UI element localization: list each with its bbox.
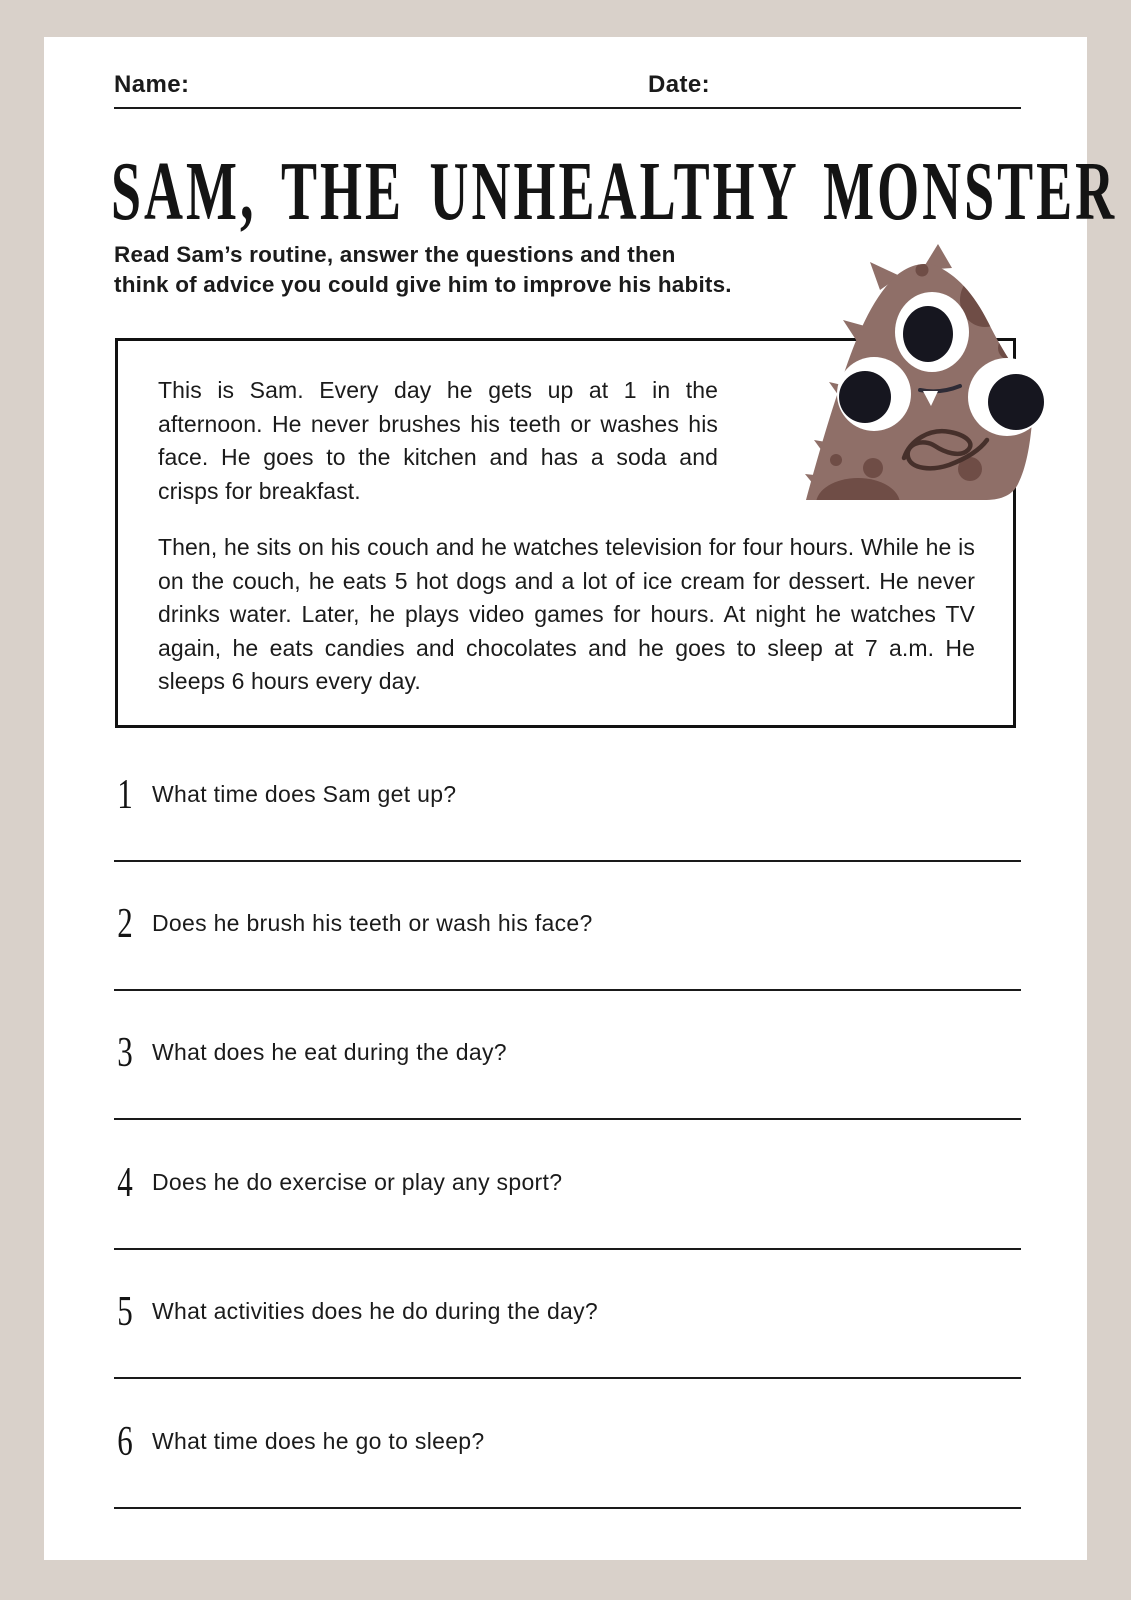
answer-write-line[interactable]: [114, 1507, 1021, 1509]
question-number: 2: [117, 898, 133, 947]
question-item-5: [114, 1286, 1021, 1383]
question-item-2: [114, 898, 1021, 995]
passage-paragraph-2: Then, he sits on his couch and he watches television for four hours. While he is on the couch, he eats 5 hot dogs and a lot of ice cream for dessert. He never drinks water. Later, he plays video games for hours. At night he watches TV again, he eats candies and chocolates and he goes to sleep at 7 a.m. He sleeps 6 hours every day.: [158, 534, 975, 694]
question-number: 6: [117, 1416, 133, 1465]
question-number: 5: [117, 1286, 133, 1335]
question-text: Does he brush his teeth or wash his face?: [152, 909, 593, 936]
instructions-line-2: think of advice you could give him to improve his habits.: [114, 272, 732, 297]
question-number: 4: [117, 1157, 133, 1206]
monster-illustration: [798, 242, 1043, 504]
answer-write-line[interactable]: [114, 1248, 1021, 1250]
answer-write-line[interactable]: [114, 1377, 1021, 1379]
monster-icon: [798, 242, 1043, 504]
question-item-3: [114, 1027, 1021, 1124]
instructions: [114, 240, 794, 300]
instructions-line-1: Read Sam’s routine, answer the questions and then: [114, 242, 676, 267]
date-label: Date:: [648, 71, 711, 98]
question-text: What does he eat during the day?: [152, 1038, 507, 1065]
answer-write-line[interactable]: [114, 1118, 1021, 1120]
question-item-6: [114, 1416, 1021, 1513]
question-text: What time does Sam get up?: [152, 780, 457, 807]
question-item-4: [114, 1157, 1021, 1254]
question-text: What time does he go to sleep?: [152, 1427, 485, 1454]
passage-paragraph-1: This is Sam. Every day he gets up at 1 in the afternoon. He never brushes his teeth or washes his face. He goes to the kitchen and has a soda and crisps for breakfast.: [158, 377, 718, 504]
name-date-write-line[interactable]: [114, 107, 1021, 109]
name-label: Name:: [114, 71, 190, 98]
question-text: What activities does he do during the day?: [152, 1297, 599, 1324]
question-item-1: [114, 769, 1021, 866]
page-title: SAM, THE UNHEALTHY MONSTER: [111, 144, 1118, 238]
question-number: 3: [117, 1027, 133, 1076]
worksheet-page: [44, 37, 1118, 1560]
answer-write-line[interactable]: [114, 860, 1021, 862]
answer-write-line[interactable]: [114, 989, 1021, 991]
question-number: 1: [117, 769, 133, 818]
question-text: Does he do exercise or play any sport?: [152, 1168, 563, 1195]
